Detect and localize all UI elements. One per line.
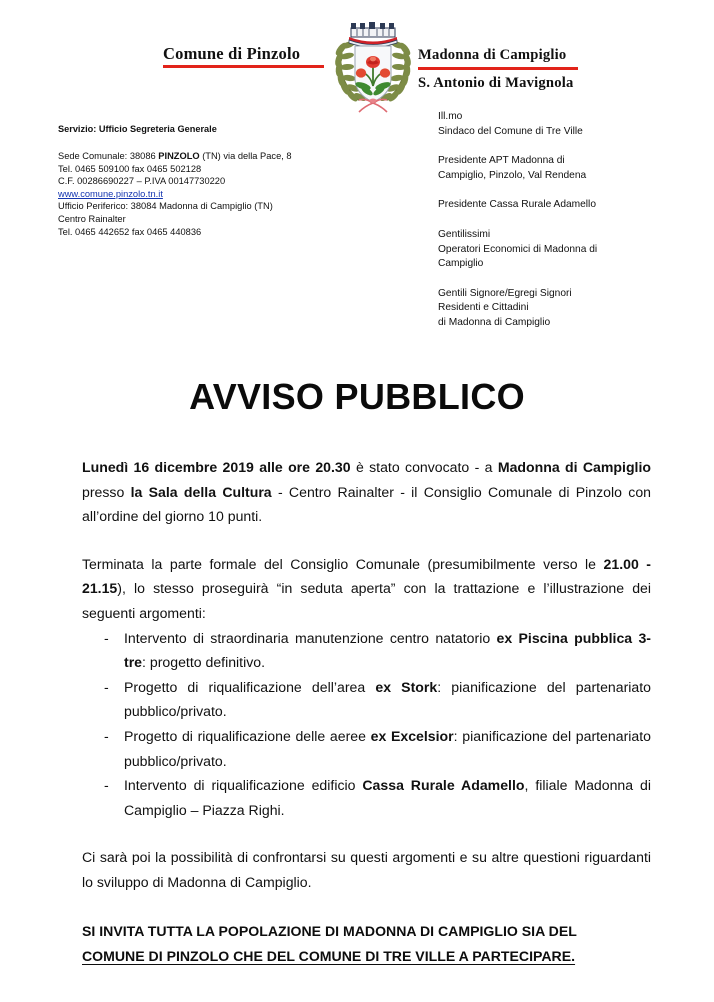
agenda-intro-text-2: ), lo stesso proseguirà “in seduta aperta” con la trattazione e l’illustrazione dei seguenti argomenti:	[82, 580, 651, 621]
sender-address-town: PINZOLO	[158, 151, 200, 161]
convocation-venue: la Sala della Cultura	[130, 483, 272, 500]
recipient-line: Sindaco del Comune di Tre Ville	[438, 125, 583, 137]
madonna-di-campiglio-title: Madonna di Campiglio	[418, 47, 567, 63]
list-item-emphasis: ex Stork	[375, 678, 438, 695]
red-accent-rule-left	[163, 65, 324, 68]
paragraph-agenda-intro	[82, 552, 651, 626]
sender-service-label: Servizio: Ufficio Segreteria Generale	[58, 124, 217, 134]
list-item	[82, 724, 651, 773]
list-item-text-1: Intervento di riqualificazione edificio	[124, 777, 363, 794]
bullet-marker: -	[104, 777, 109, 794]
list-item	[82, 626, 651, 675]
recipient-line: Presidente Cassa Rurale Adamello	[438, 199, 596, 211]
sender-website-link[interactable]: www.comune.pinzolo.tn.it	[58, 188, 163, 199]
convocation-text-1: è stato convocato - a	[350, 459, 498, 475]
sender-address-line	[58, 150, 388, 163]
list-item-text-2: : progetto definitivo.	[142, 654, 266, 671]
letterhead-left-block	[163, 44, 325, 68]
s-antonio-di-mavignola-title: S. Antonio di Mavignola	[418, 75, 574, 91]
red-accent-rule-right	[418, 67, 578, 70]
recipient-group	[438, 228, 668, 272]
recipient-line: Gentili Signore/Egregi Signori	[438, 287, 572, 299]
list-item-text-2: : pianificazione del partenariato pubblico/privato.	[124, 678, 652, 720]
bullet-marker: -	[104, 629, 109, 646]
recipient-line: Campiglio	[438, 258, 484, 270]
letterhead-right-block	[418, 46, 598, 93]
bullet-marker: -	[104, 727, 109, 744]
agenda-intro-time: 21.00 - 21.15	[82, 555, 651, 597]
list-item-text-2: : pianificazione del partenariato pubblico/privato.	[124, 727, 651, 769]
comune-di-pinzolo-title: Comune di Pinzolo	[163, 44, 301, 63]
sender-address-suffix: (TN) via della Pace, 8	[199, 151, 292, 161]
page-title: AVVISO PUBBLICO	[189, 376, 525, 417]
comune-di-pinzolo-coat-of-arms-icon	[329, 16, 417, 114]
paragraph-closing: Ci sarà poi la possibilità di confrontarsi su questi argomenti e su altre questioni riguardanti lo sviluppo di Madonna di Campiglio.	[82, 849, 651, 890]
recipient-group	[438, 154, 668, 183]
sender-fiscal-line: C.F. 00286690227 – P.IVA 00147730220	[58, 176, 226, 187]
call-to-action	[82, 919, 651, 969]
recipient-list	[438, 110, 668, 331]
list-item-text-1: Intervento di straordinaria manutenzione centro natatorio	[124, 629, 497, 646]
list-item-text-1: Progetto di riqualificazione dell’area	[124, 678, 376, 695]
sender-address-prefix: Sede Comunale: 38086	[58, 151, 159, 161]
sender-branch-phone: Tel. 0465 442652 fax 0465 440836	[58, 226, 202, 237]
recipient-line: Ill.mo	[438, 111, 463, 122]
agenda-item-list	[82, 626, 651, 823]
recipient-group	[438, 198, 668, 213]
recipient-line: Residenti e Cittadini	[438, 302, 529, 314]
list-item	[82, 675, 651, 724]
call-to-action-line-1: SI INVITA TUTTA LA POPOLAZIONE DI MADONNA DI CAMPIGLIO SIA DEL	[82, 922, 577, 939]
convocation-text-3: - Centro Rainalter - il Consiglio Comunale di Pinzolo con all’ordine del giorno 10 punti.	[82, 483, 652, 525]
document-body	[82, 455, 651, 969]
call-to-action-line-2: COMUNE DI PINZOLO CHE DEL COMUNE DI TRE VILLE A PARTECIPARE.	[82, 947, 576, 964]
list-item-emphasis: Cassa Rurale Adamello	[362, 777, 525, 794]
list-item-text-2: , filiale Madonna di Campiglio – Piazza Righi.	[124, 777, 651, 818]
sender-phone-line: Tel. 0465 509100 fax 0465 502128	[58, 163, 202, 174]
list-item-emphasis: ex Excelsior	[370, 727, 454, 744]
bullet-marker: -	[104, 678, 109, 695]
convocation-text-2: presso	[82, 483, 131, 500]
list-item-emphasis: ex Piscina pubblica 3-tre	[124, 629, 651, 671]
sender-branch-line: Ufficio Periferico: 38084 Madonna di Campiglio (TN)	[58, 201, 273, 212]
recipient-line: Gentilissimi	[438, 228, 491, 240]
recipient-line: Operatori Economici di Madonna di	[438, 243, 598, 255]
convocation-datetime: Lunedì 16 dicembre 2019 alle ore 20.30	[82, 459, 351, 475]
letterhead	[0, 8, 714, 108]
recipient-group	[438, 110, 668, 139]
sender-address-block	[58, 123, 388, 238]
agenda-intro-text-1: Terminata la parte formale del Consiglio Comunale (presumibilmente verso le	[82, 555, 604, 572]
recipient-line: Campiglio, Pinzolo, Val Rendena	[438, 169, 587, 181]
sender-branch-name: Centro Rainalter	[58, 213, 126, 224]
list-item	[82, 773, 651, 822]
recipient-line: di Madonna di Campiglio	[438, 316, 551, 328]
recipient-line: Presidente APT Madonna di	[438, 155, 565, 167]
recipient-group	[438, 287, 668, 331]
paragraph-convocation	[82, 455, 651, 529]
convocation-place: Madonna di Campiglio	[497, 459, 652, 475]
list-item-text-1: Progetto di riqualificazione delle aeree	[124, 727, 371, 744]
